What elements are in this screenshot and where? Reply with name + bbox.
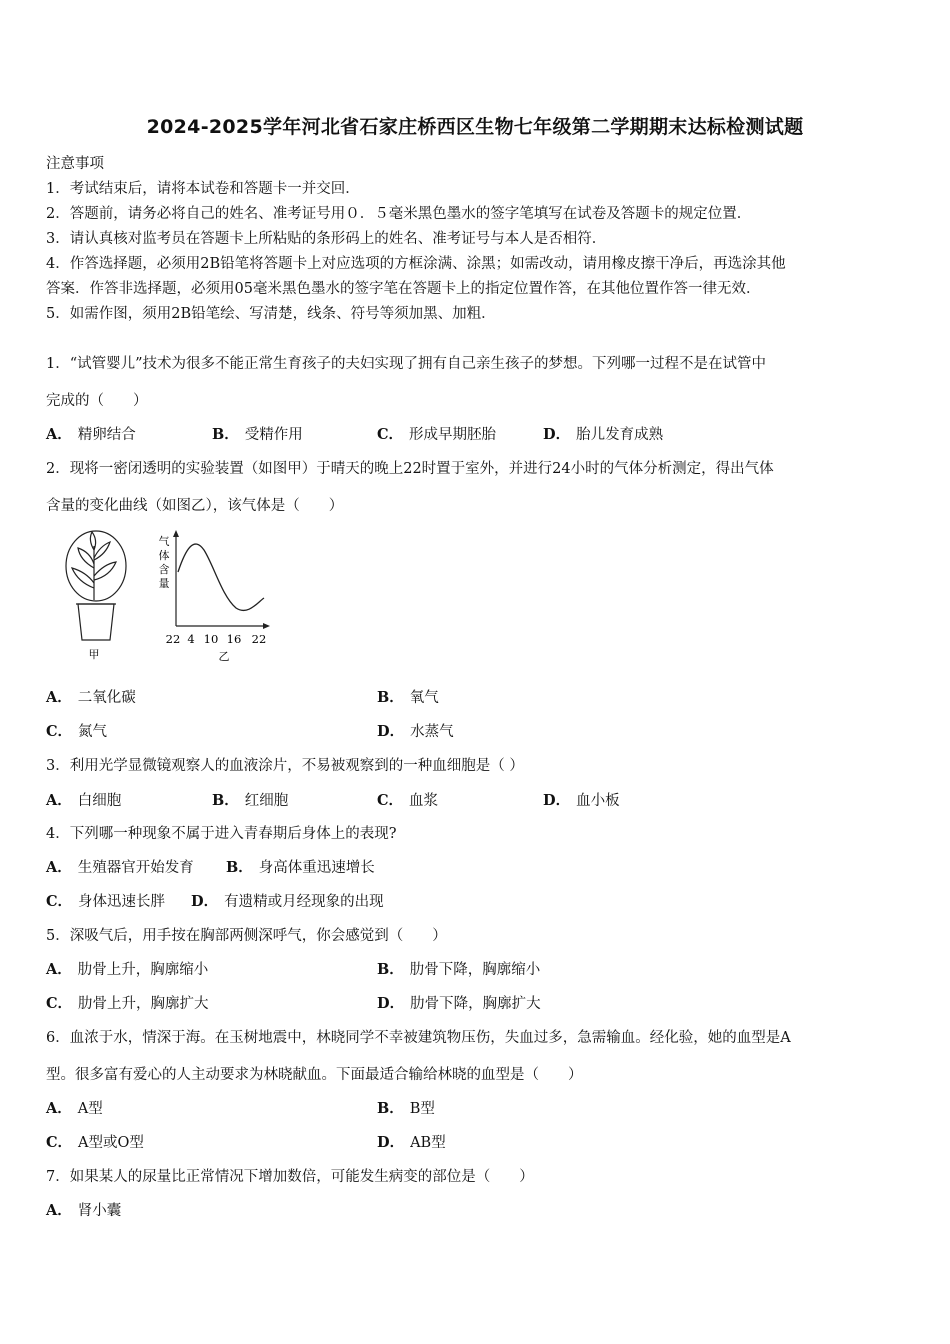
q7-option-a: A． 肾小囊 [46,1202,122,1219]
question-4-text: 4．下列哪一种现象不属于进入青春期后身体上的表现? [46,826,397,842]
notice-item: 3．请认真核对监考员在答题卡上所粘贴的条形码上的姓名、准考证号与本人是否相符． [46,231,607,247]
question-2-text: 含量的变化曲线（如图乙），该气体是（ ） [46,498,344,514]
notice-item: 1．考试结束后，请将本试卷和答题卡一并交回． [46,181,360,197]
figure-label-jia: 甲 [88,648,100,661]
y-axis-label-char: 体 [158,549,170,562]
q5-option-a: A． 肋骨上升，胸廓缩小 [46,961,209,978]
q2-option-c: C． 氮气 [46,723,108,740]
q1-option-a: A． 精卵结合 [46,426,136,443]
q2-option-b: B． 氧气 [377,689,439,706]
x-tick-label: 4 [187,632,195,646]
question-7-text: 7．如果某人的尿量比正常情况下增加数倍，可能发生病变的部位是（ ） [46,1169,534,1185]
q1-option-c: C． 形成早期胚胎 [377,426,497,443]
x-axis-arrow [263,623,270,629]
q3-option-d: D． 血小板 [543,792,620,809]
q6-option-d: D． AB型 [377,1134,446,1151]
q1-option-b: B． 受精作用 [212,426,303,443]
q6-option-a: A． A型 [46,1100,103,1117]
question-1-text: 完成的（ ） [46,393,148,409]
y-axis-label-char: 气 [158,535,170,548]
q6-option-b: B． B型 [377,1100,435,1117]
sealed-jar-plant-illustration [66,531,126,640]
x-tick-label: 16 [226,632,242,646]
q3-option-b: B． 红细胞 [212,792,289,809]
question-5-text: 5．深吸气后，用手按在胸部两侧深呼气，你会感觉到（ ） [46,928,447,944]
y-axis-label-char: 含 [158,563,170,576]
notice-item: 2．答题前，请务必将自己的姓名、准考证号用０．５毫米黑色墨水的签字笔填写在试卷及答题卡的规定位置． [46,206,752,222]
q3-option-a: A． 白细胞 [46,792,122,809]
gas-curve [178,544,264,610]
q1-option-d: D． 胎儿发育成熟 [543,426,664,443]
q4-option-b: B． 身高体重迅速增长 [226,859,375,876]
question-2-figure [54,528,284,668]
q5-option-c: C． 肋骨上升，胸廓扩大 [46,995,209,1012]
q4-option-d: D． 有遗精或月经现象的出现 [191,893,384,910]
y-axis-arrow [173,530,179,537]
figure-label-yi: 乙 [218,650,230,663]
x-tick-label: 22 [251,632,267,646]
q5-option-b: B． 肋骨下降，胸廓缩小 [377,961,541,978]
question-6-text: 6．血浓于水，情深于海。在玉树地震中，林晓同学不幸被建筑物压伤，失血过多，急需输血。经化验，她的血型是A [46,1030,791,1046]
gas-content-graph [159,530,271,663]
question-2-text: 2．现将一密闭透明的实验装置（如图甲）于晴天的晚上22时置于室外，并进行24小时的气体分析测定，得出气体 [46,461,774,477]
question-6-text: 型。很多富有爱心的人主动要求为林晓献血。下面最适合输给林晓的血型是（ ） [46,1067,583,1083]
notice-heading: 注意事项 [46,156,104,172]
x-tick-label: 10 [203,632,219,646]
q2-option-a: A． 二氧化碳 [46,689,136,706]
question-3-text: 3．利用光学显微镜观察人的血液涂片，不易被观察到的一种血细胞是（ ） [46,758,524,774]
notice-item: 5．如需作图，须用2B铅笔绘、写清楚，线条、符号等须加黑、加粗． [46,306,496,322]
q5-option-d: D． 肋骨下降，胸廓扩大 [377,995,541,1012]
q6-option-c: C． A型或O型 [46,1134,144,1151]
y-axis-label-char: 量 [158,577,170,590]
q3-option-c: C． 血浆 [377,792,439,809]
exam-title: 2024-2025学年河北省石家庄桥西区生物七年级第二学期期末达标检测试题 [146,116,804,138]
notice-item: 4．作答选择题，必须用2B铅笔将答题卡上对应选项的方框涂满、涂黑；如需改动，请用橡皮擦干净后，再选涂其他 [46,256,786,272]
q4-option-c: C． 身体迅速长胖 [46,893,166,910]
question-1-text: 1．“试管婴儿”技术为很多不能正常生育孩子的夫妇实现了拥有自己亲生孩子的梦想。下列哪一过程不是在试管中 [46,356,767,372]
notice-item: 答案．作答非选择题，必须用05毫米黑色墨水的签字笔在答题卡上的指定位置作答，在其他位置作答一律无效． [46,281,761,297]
x-tick-label: 22 [165,632,181,646]
q4-option-a: A． 生殖器官开始发育 [46,859,194,876]
q2-option-d: D． 水蒸气 [377,723,454,740]
